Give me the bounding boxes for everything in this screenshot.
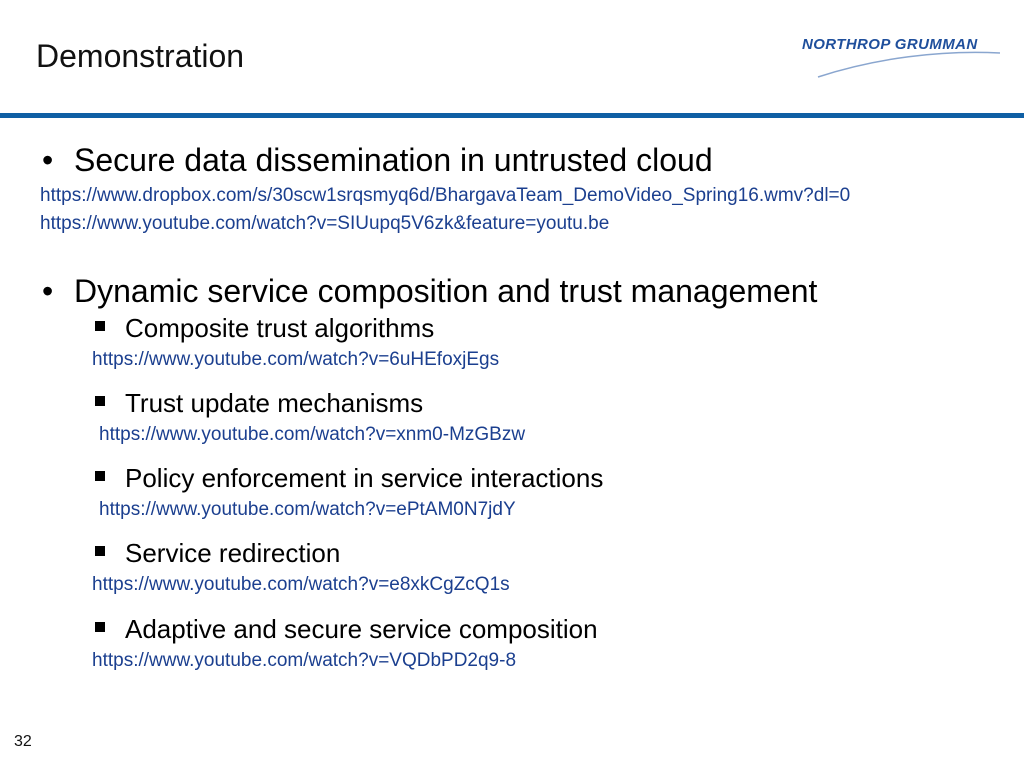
sub-item-label: Trust update mechanisms: [125, 388, 424, 418]
adaptive-composition-link[interactable]: https://www.youtube.com/watch?v=VQDbPD2q9-8: [92, 650, 517, 671]
sub-item-composite-trust: [92, 312, 434, 344]
trust-update-link[interactable]: https://www.youtube.com/watch?v=xnm0-MzGBzw: [99, 424, 526, 445]
square-bullet-icon: [95, 396, 105, 406]
composite-trust-link[interactable]: https://www.youtube.com/watch?v=6uHEfoxjEgs: [92, 349, 500, 370]
service-redirection-link[interactable]: https://www.youtube.com/watch?v=e8xkCgZcQ1s: [92, 574, 510, 595]
square-bullet-icon: [95, 546, 105, 556]
dropbox-demo-link[interactable]: https://www.dropbox.com/s/30scw1srqsmyq6d/BhargavaTeam_DemoVideo_Spring16.wmv?dl=0: [40, 185, 851, 206]
sub-item-label: Service redirection: [125, 538, 341, 568]
square-bullet-icon: [95, 471, 105, 481]
section-1-heading: [42, 141, 713, 179]
section-2-heading-text: Dynamic service composition and trust management: [74, 273, 818, 309]
svg-text:NORTHROP GRUMMAN: NORTHROP GRUMMAN: [802, 36, 978, 53]
sub-item-label: Composite trust algorithms: [125, 313, 435, 343]
square-bullet-icon: [95, 321, 105, 331]
bullet-icon: •: [42, 273, 54, 309]
policy-enforcement-link[interactable]: https://www.youtube.com/watch?v=ePtAM0N7jdY: [99, 499, 516, 520]
section-2-heading: [42, 272, 817, 310]
bullet-icon: •: [42, 142, 54, 178]
sub-item-adaptive-composition: [92, 613, 598, 645]
page-number: 32: [14, 733, 32, 750]
square-bullet-icon: [95, 622, 105, 632]
youtube-demo-link[interactable]: https://www.youtube.com/watch?v=SIUupq5V6zk&feature=youtu.be: [40, 213, 610, 234]
sub-item-trust-update: [92, 387, 423, 419]
section-1-heading-text: Secure data dissemination in untrusted cloud: [74, 142, 713, 178]
sub-item-service-redirection: [92, 537, 340, 569]
sub-item-label: Policy enforcement in service interactions: [125, 463, 604, 493]
sub-item-policy-enforcement: [92, 462, 603, 494]
slide-title: Demonstration: [36, 38, 245, 74]
sub-item-label: Adaptive and secure service composition: [125, 614, 598, 644]
